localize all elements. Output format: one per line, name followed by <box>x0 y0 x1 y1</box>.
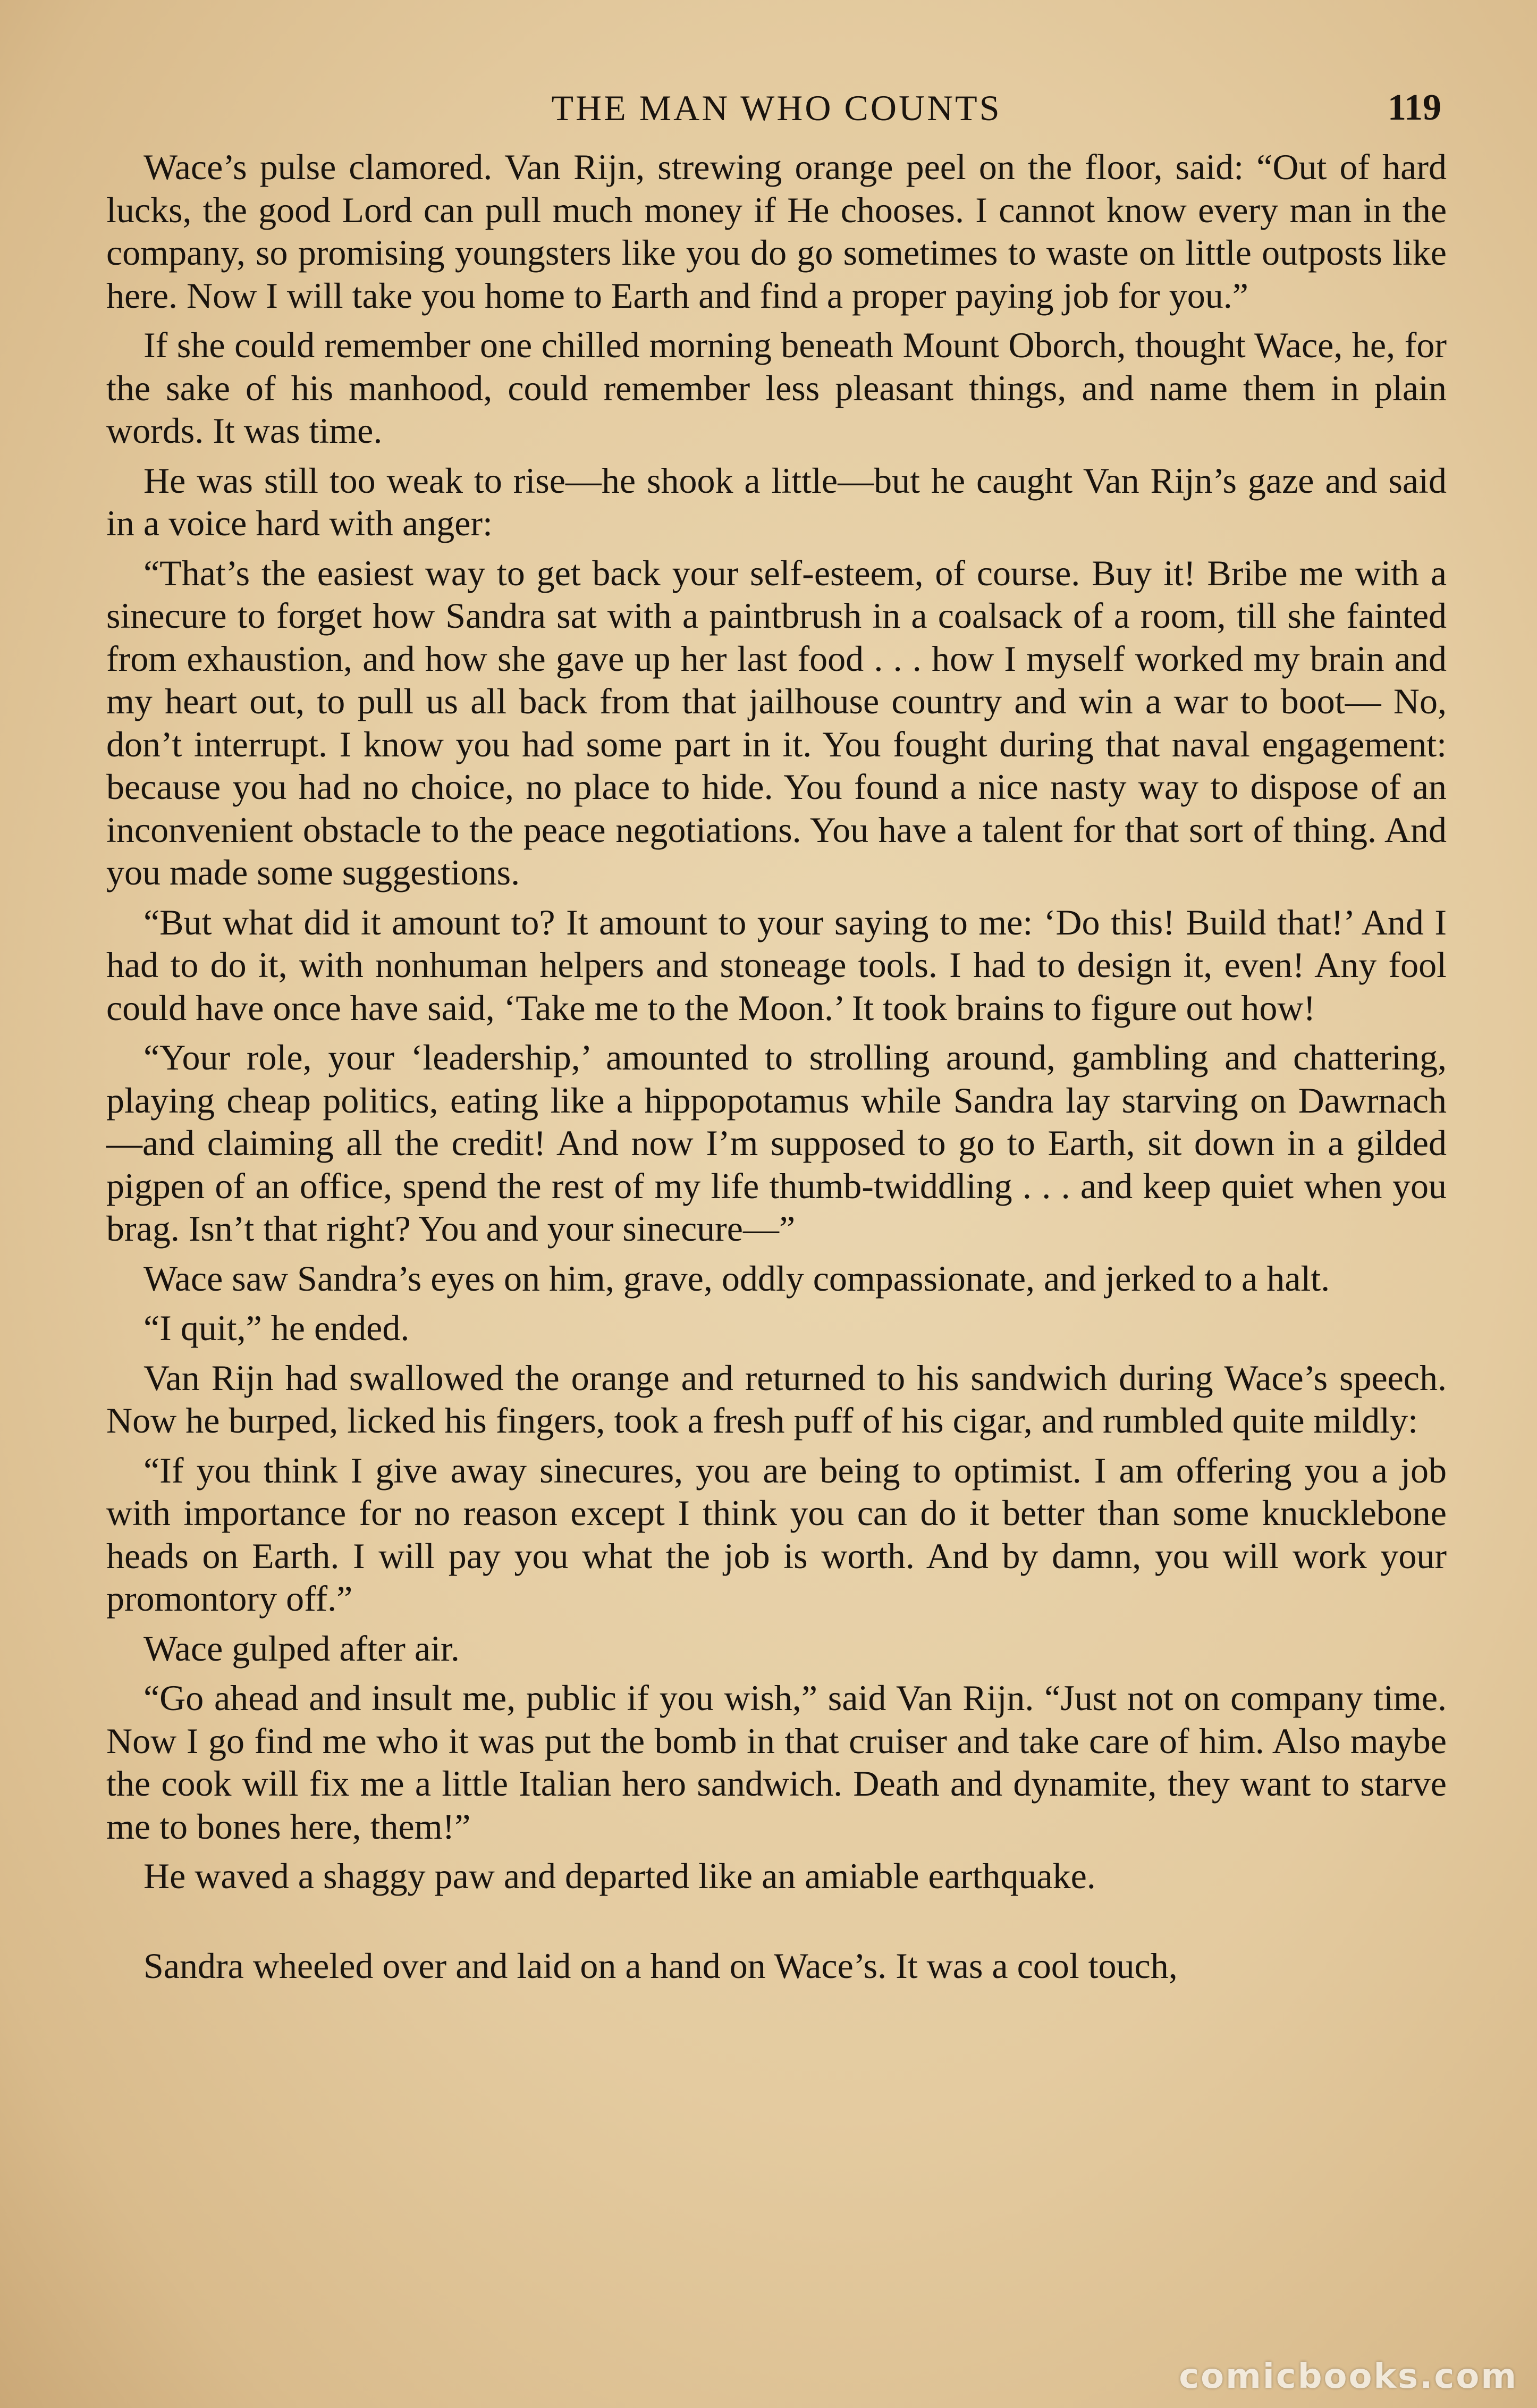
paragraph: Wace’s pulse clamored. Van Rijn, strewing orange peel on the floor, said: “Out of hard lucks, the good Lord can pull much money if He chooses. I cannot know every man in the company, so promising youngsters like you do go sometimes to waste on little outposts like here. Now I will take you home to Earth and find a proper paying job for you.” <box>106 147 1447 316</box>
watermark-text: comicbooks.com <box>1179 2357 1518 2396</box>
paragraph: “But what did it amount to? It amount to your saying to me: ‘Do this! Build that!’ And I had to do it, with nonhuman helpers and stoneage tools. I had to design it, even! Any fool could have once have said, ‘Take me to the Moon.’ It took brains to figure out how! <box>106 902 1447 1028</box>
paragraph: “Your role, your ‘leadership,’ amounted to strolling around, gambling and chattering, playing cheap politics, eating like a hippopotamus while Sandra lay starving on Dawrnach—and claiming all the credit! And now I’m supposed to go to Earth, sit down in a gilded pigpen of an office, spend the rest of my life thumb-twiddling . . . and keep quiet when you brag. Isn’t that right? You and your sinecure—” <box>106 1037 1447 1249</box>
paragraph: Wace gulped after air. <box>143 1628 460 1669</box>
paragraph: Van Rijn had swallowed the orange and returned to his sandwich during Wace’s speech. Now he burped, licked his fingers, took a fresh puff of his cigar, and rumbled quite mildly: <box>106 1357 1447 1441</box>
paragraph: He waved a shaggy paw and departed like an amiable earthquake. <box>143 1856 1096 1896</box>
body-text <box>106 146 1447 1987</box>
paragraph: Sandra wheeled over and laid on a hand on Wace’s. It was a cool touch, <box>143 1945 1178 1986</box>
paragraph: Wace saw Sandra’s eyes on him, grave, oddly compassionate, and jerked to a halt. <box>143 1258 1330 1299</box>
paragraph: He was still too weak to rise—he shook a little—but he caught Van Rijn’s gaze and said in a voice hard with anger: <box>106 460 1447 543</box>
paragraph: “I quit,” he ended. <box>143 1308 410 1348</box>
running-head <box>106 74 1447 138</box>
running-title: THE MAN WHO COUNTS <box>551 88 1002 128</box>
page-number: 119 <box>1387 87 1441 128</box>
paragraph: “Go ahead and insult me, public if you wish,” said Van Rijn. “Just not on company time. Now I go find me who it was put the bomb in that cruiser and take care of him. Also maybe the cook will fix me a little Italian hero sandwich. Death and dynamite, they want to starve me to bones here, them!” <box>106 1678 1447 1847</box>
paragraph: “That’s the easiest way to get back your self-esteem, of course. Buy it! Bribe me with a sinecure to forget how Sandra sat with a paintbrush in a coalsack of a room, till she fainted from exhaustion, and how she gave up her last food . . . how I myself worked my brain and my heart out, to pull us all back from that jailhouse country and win a war to boot— No, don’t interrupt. I know you had some part in it. You fought during that naval engagement: because you had no choice, no place to hide. You found a nice nasty way to dispose of an inconvenient obstacle to the peace negotiations. You have a talent for that sort of thing. And you made some suggestions. <box>106 552 1447 893</box>
paragraph: If she could remember one chilled morning beneath Mount Oborch, thought Wace, he, for the sake of his manhood, could remember less pleasant things, and name them in plain words. It was time. <box>106 325 1447 451</box>
paragraph: “If you think I give away sinecures, you are being to optimist. I am offering you a job with importance for no reason except I think you can do it better than some knucklebone heads on Earth. I will pay you what the job is worth. And by damn, you will work your promontory off.” <box>106 1450 1447 1619</box>
